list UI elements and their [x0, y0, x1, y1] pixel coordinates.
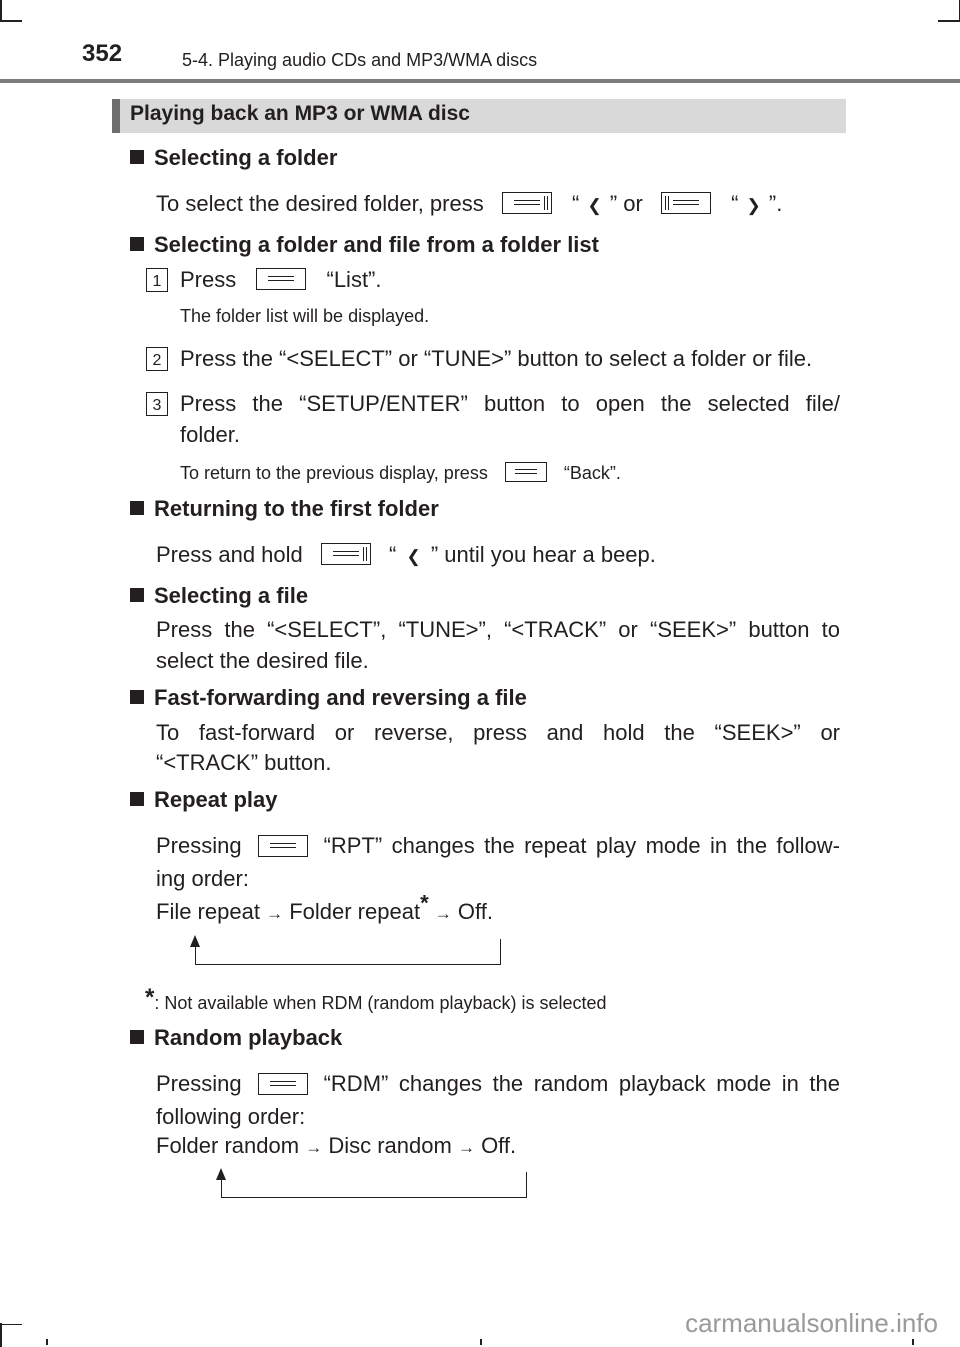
crop-mark — [46, 1339, 48, 1345]
text: “Back”. — [563, 463, 621, 483]
step-number-3: 3 — [146, 392, 168, 416]
page-number: 352 — [82, 40, 123, 67]
heading-folder-list — [130, 232, 599, 258]
text: Folder random — [156, 1133, 300, 1158]
paragraph-fast-forward-line-1: To fast-forward or reverse, press and hold the “SEEK>” or — [156, 720, 840, 745]
paragraph-repeat-line-1 — [156, 831, 840, 861]
heading-fast-forward — [130, 685, 527, 711]
back-button-icon — [505, 462, 547, 482]
arrowhead-up-icon — [190, 935, 200, 947]
crop-mark — [0, 20, 22, 22]
crop-mark — [0, 0, 2, 22]
step-2-text: Press the “<SELECT” or “TUNE>” button to select a folder or file. — [180, 346, 813, 371]
text: ” or — [609, 191, 643, 216]
header-divider — [0, 79, 960, 83]
crop-mark — [938, 20, 960, 22]
step-3-text-line-2: folder. — [180, 422, 240, 447]
arrow-right-icon: → — [305, 1138, 323, 1157]
seek-down-button-icon — [502, 192, 552, 214]
text: Press and hold — [156, 542, 303, 567]
text: “ — [389, 542, 397, 567]
step-1-text — [180, 265, 382, 295]
bullet-square-icon — [130, 792, 144, 806]
arrowhead-up-icon — [216, 1168, 226, 1180]
text: Off. — [457, 899, 493, 924]
watermark: carmanualsonline.info — [685, 1308, 938, 1338]
paragraph-select-file-line-2: select the desired file. — [156, 648, 369, 673]
paragraph-first-folder — [156, 540, 656, 572]
heading-text: Selecting a folder — [154, 145, 338, 170]
loop-back-arrow — [195, 939, 501, 965]
text: Press — [180, 267, 237, 292]
paragraph-select-folder — [156, 189, 782, 221]
heading-first-folder — [130, 496, 439, 522]
crop-mark — [0, 1324, 22, 1326]
random-order — [156, 1131, 516, 1163]
paragraph-select-file-line-1: Press the “<SELECT”, “TUNE>”, “<TRACK” or “SEEK>” button to — [156, 617, 840, 642]
text: “RPT” changes the repeat play mode in the follow- — [323, 833, 840, 858]
text: File repeat — [156, 899, 260, 924]
paragraph-repeat-line-2: ing order: — [156, 866, 249, 891]
footnote — [145, 984, 607, 1014]
arrow-right-icon: → — [457, 1138, 475, 1157]
section-title: Playing back an MP3 or WMA disc — [130, 102, 470, 125]
step-number-2: 2 — [146, 347, 168, 371]
text: To select the desired folder, press — [156, 191, 484, 216]
heading-text: Selecting a folder and file from a folder list — [154, 232, 599, 257]
step-number-1: 1 — [146, 268, 168, 292]
text: Disc random — [328, 1133, 452, 1158]
paragraph-fast-forward-line-2: “<TRACK” button. — [156, 750, 332, 775]
crop-mark — [912, 1339, 914, 1345]
text: Folder repeat — [289, 899, 421, 924]
text: “RDM” changes the random playback mode in the — [323, 1071, 840, 1096]
heading-repeat — [130, 787, 278, 813]
crop-mark — [480, 1339, 482, 1345]
bullet-square-icon — [130, 237, 144, 251]
text: Off. — [481, 1133, 517, 1158]
heading-text: Returning to the first folder — [154, 496, 439, 521]
bullet-square-icon — [130, 588, 144, 602]
heading-text: Random playback — [154, 1025, 343, 1050]
footnote-star: * — [420, 890, 429, 916]
heading-text: Fast-forwarding and reversing a file — [154, 685, 527, 710]
bullet-square-icon — [130, 501, 144, 515]
step-3-note — [180, 462, 621, 484]
heading-text: Selecting a file — [154, 583, 309, 608]
text: ”. — [768, 191, 783, 216]
paragraph-random-line-1 — [156, 1069, 840, 1099]
heading-random — [130, 1025, 342, 1051]
list-button-icon — [256, 268, 306, 290]
step-1-note: The folder list will be displayed. — [180, 306, 430, 326]
crop-mark — [0, 1323, 2, 1347]
arrow-right-icon: → — [434, 904, 452, 923]
loop-back-arrow — [221, 1172, 527, 1198]
repeat-order — [156, 890, 493, 929]
seek-down-button-icon — [321, 543, 371, 565]
seek-up-button-icon — [661, 192, 711, 214]
text: Pressing — [156, 1071, 242, 1096]
chevron-right-icon: ❯ — [746, 196, 761, 215]
section-header — [112, 99, 846, 133]
chevron-left-icon: ❮ — [406, 547, 421, 566]
footnote-text: : Not available when RDM (random playback) is selected — [154, 993, 607, 1013]
heading-selecting-folder — [130, 145, 337, 171]
rpt-button-icon — [258, 835, 308, 857]
arrow-right-icon: → — [266, 904, 284, 923]
footnote-star: * — [145, 984, 155, 1011]
heading-text: Repeat play — [154, 787, 278, 812]
text: “ — [731, 191, 739, 216]
bullet-square-icon — [130, 1030, 144, 1044]
text: To return to the previous display, press — [180, 463, 488, 483]
bullet-square-icon — [130, 150, 144, 164]
text: ” until you hear a beep. — [430, 542, 656, 567]
bullet-square-icon — [130, 690, 144, 704]
paragraph-random-line-2: following order: — [156, 1104, 306, 1129]
text: Pressing — [156, 833, 242, 858]
chevron-left-icon: ❮ — [587, 196, 602, 215]
text: “List”. — [326, 267, 382, 292]
text: “ — [571, 191, 580, 216]
heading-select-file — [130, 583, 308, 609]
chapter-title: 5-4. Playing audio CDs and MP3/WMA discs — [182, 50, 538, 70]
rdm-button-icon — [258, 1073, 308, 1095]
step-3-text-line-1: Press the “SETUP/ENTER” button to open the selected file/ — [180, 391, 840, 416]
